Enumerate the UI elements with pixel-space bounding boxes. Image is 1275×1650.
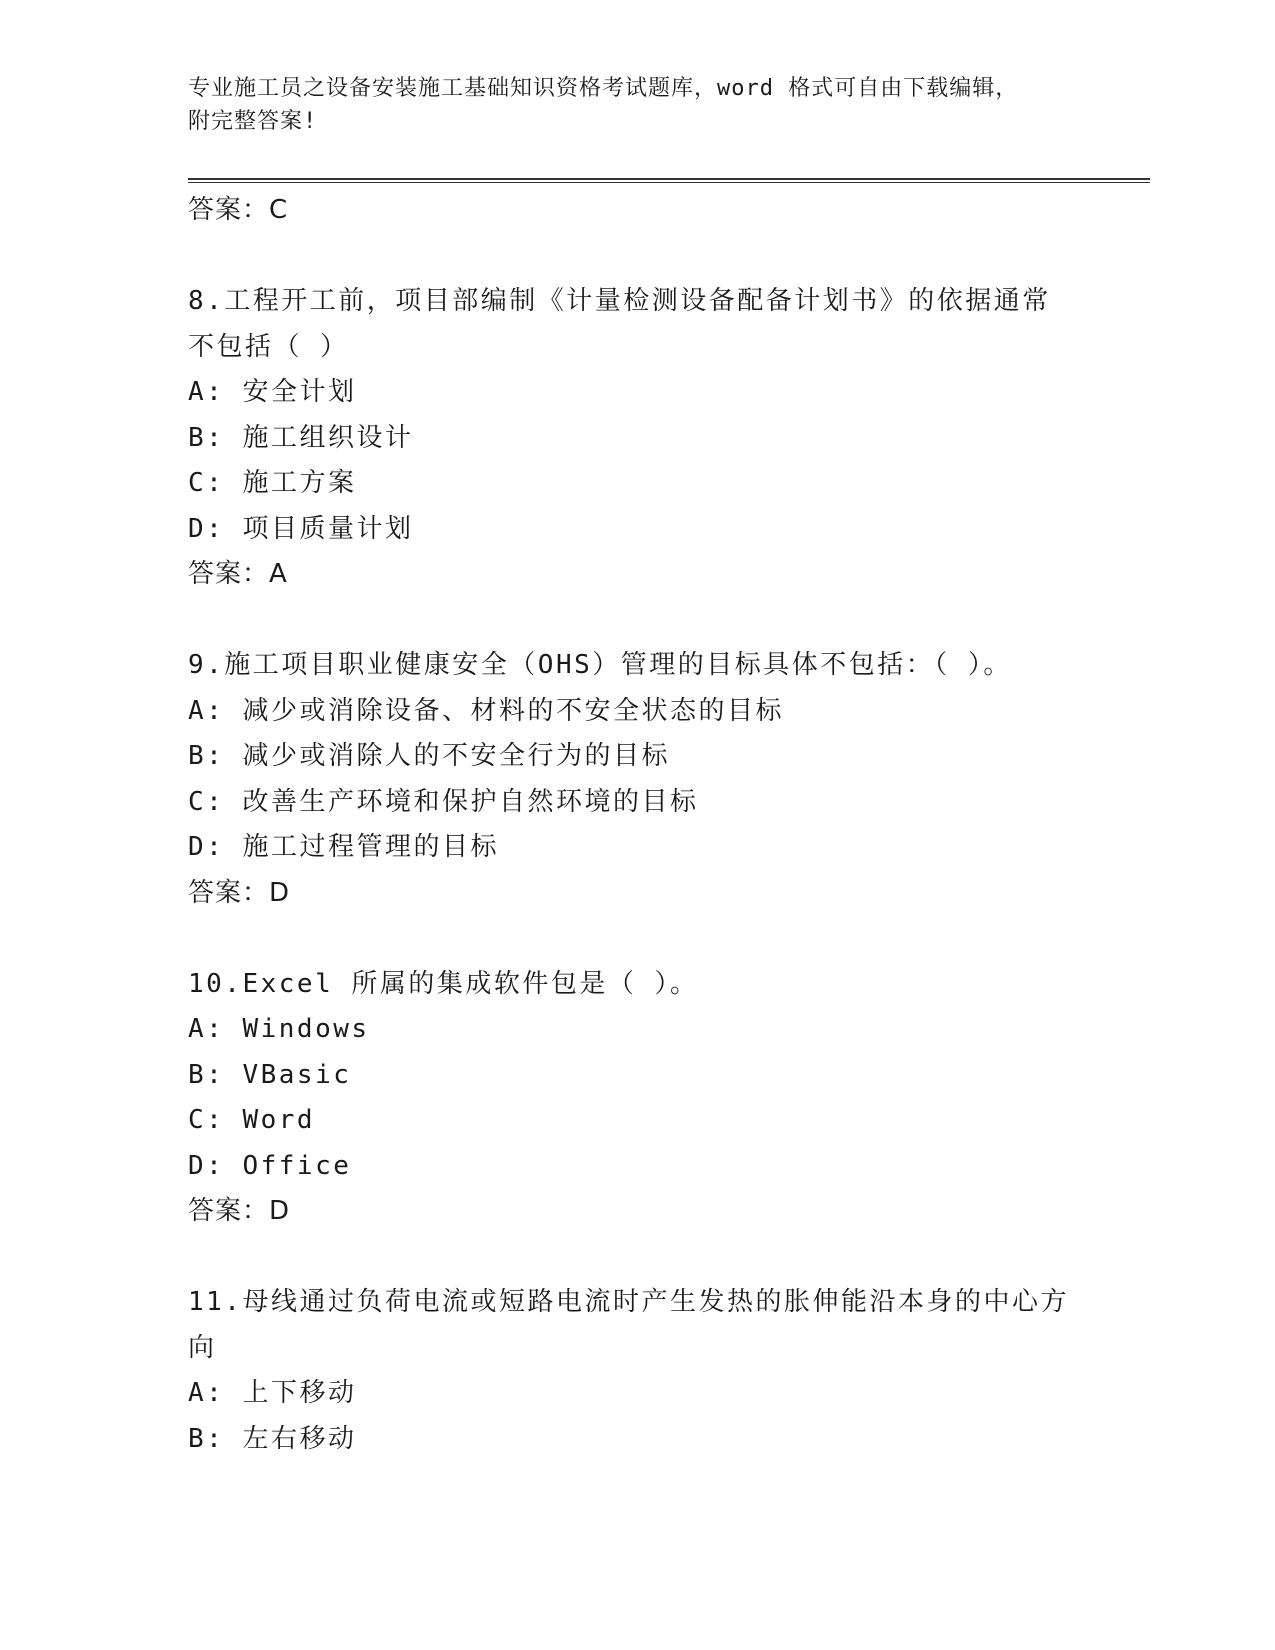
option-d: D: Office bbox=[188, 1150, 352, 1181]
question-stem: 8.工程开工前，项目部编制《计量检测设备配备计划书》的依据通常 bbox=[188, 286, 1051, 316]
option-c: C: 改善生产环境和保护自然环境的目标 bbox=[188, 786, 699, 817]
answer-previous: 答案：C bbox=[188, 195, 289, 225]
spacer bbox=[188, 1235, 1088, 1281]
question-8 bbox=[188, 279, 1088, 598]
header-divider bbox=[188, 178, 1150, 183]
question-stem: 10.Excel 所属的集成软件包是（ ）。 bbox=[188, 968, 699, 999]
spacer bbox=[188, 598, 1088, 644]
question-stem: 11.母线通过负荷电流或短路电流时产生发热的胀伸能沿本身的中心方 bbox=[188, 1287, 1069, 1317]
option-c: C: Word bbox=[188, 1105, 316, 1135]
option-b: B: 减少或消除人的不安全行为的目标 bbox=[188, 741, 670, 771]
question-stem: 不包括（ ） bbox=[188, 331, 349, 362]
header-line-1: 专业施工员之设备安装施工基础知识资格考试题库，word 格式可自由下载编辑， bbox=[188, 76, 1019, 101]
question-10 bbox=[188, 962, 1088, 1235]
option-a: A: Windows bbox=[188, 1014, 370, 1044]
document-body bbox=[188, 188, 1088, 1462]
spacer bbox=[188, 916, 1088, 962]
page-header bbox=[188, 72, 1068, 138]
question-11 bbox=[188, 1280, 1088, 1462]
question-stem: 9.施工项目职业健康安全（OHS）管理的目标具体不包括：（ ）。 bbox=[188, 650, 1012, 680]
answer: 答案：A bbox=[188, 559, 288, 589]
option-c: C: 施工方案 bbox=[188, 468, 357, 498]
option-b: B: VBasic bbox=[188, 1059, 352, 1090]
option-a: A: 安全计划 bbox=[188, 377, 357, 407]
option-b: B: 施工组织设计 bbox=[188, 422, 414, 453]
option-a: A: 上下移动 bbox=[188, 1378, 357, 1408]
option-d: D: 项目质量计划 bbox=[188, 513, 414, 544]
answer: 答案：D bbox=[188, 1196, 291, 1226]
question-9 bbox=[188, 643, 1088, 916]
spacer bbox=[188, 234, 1088, 280]
option-a: A: 减少或消除设备、材料的不安全状态的目标 bbox=[188, 695, 784, 726]
option-b: B: 左右移动 bbox=[188, 1423, 357, 1454]
question-stem: 向 bbox=[188, 1332, 217, 1363]
header-line-2: 附完整答案! bbox=[188, 109, 318, 134]
answer: 答案：D bbox=[188, 877, 291, 908]
option-d: D: 施工过程管理的目标 bbox=[188, 832, 499, 862]
